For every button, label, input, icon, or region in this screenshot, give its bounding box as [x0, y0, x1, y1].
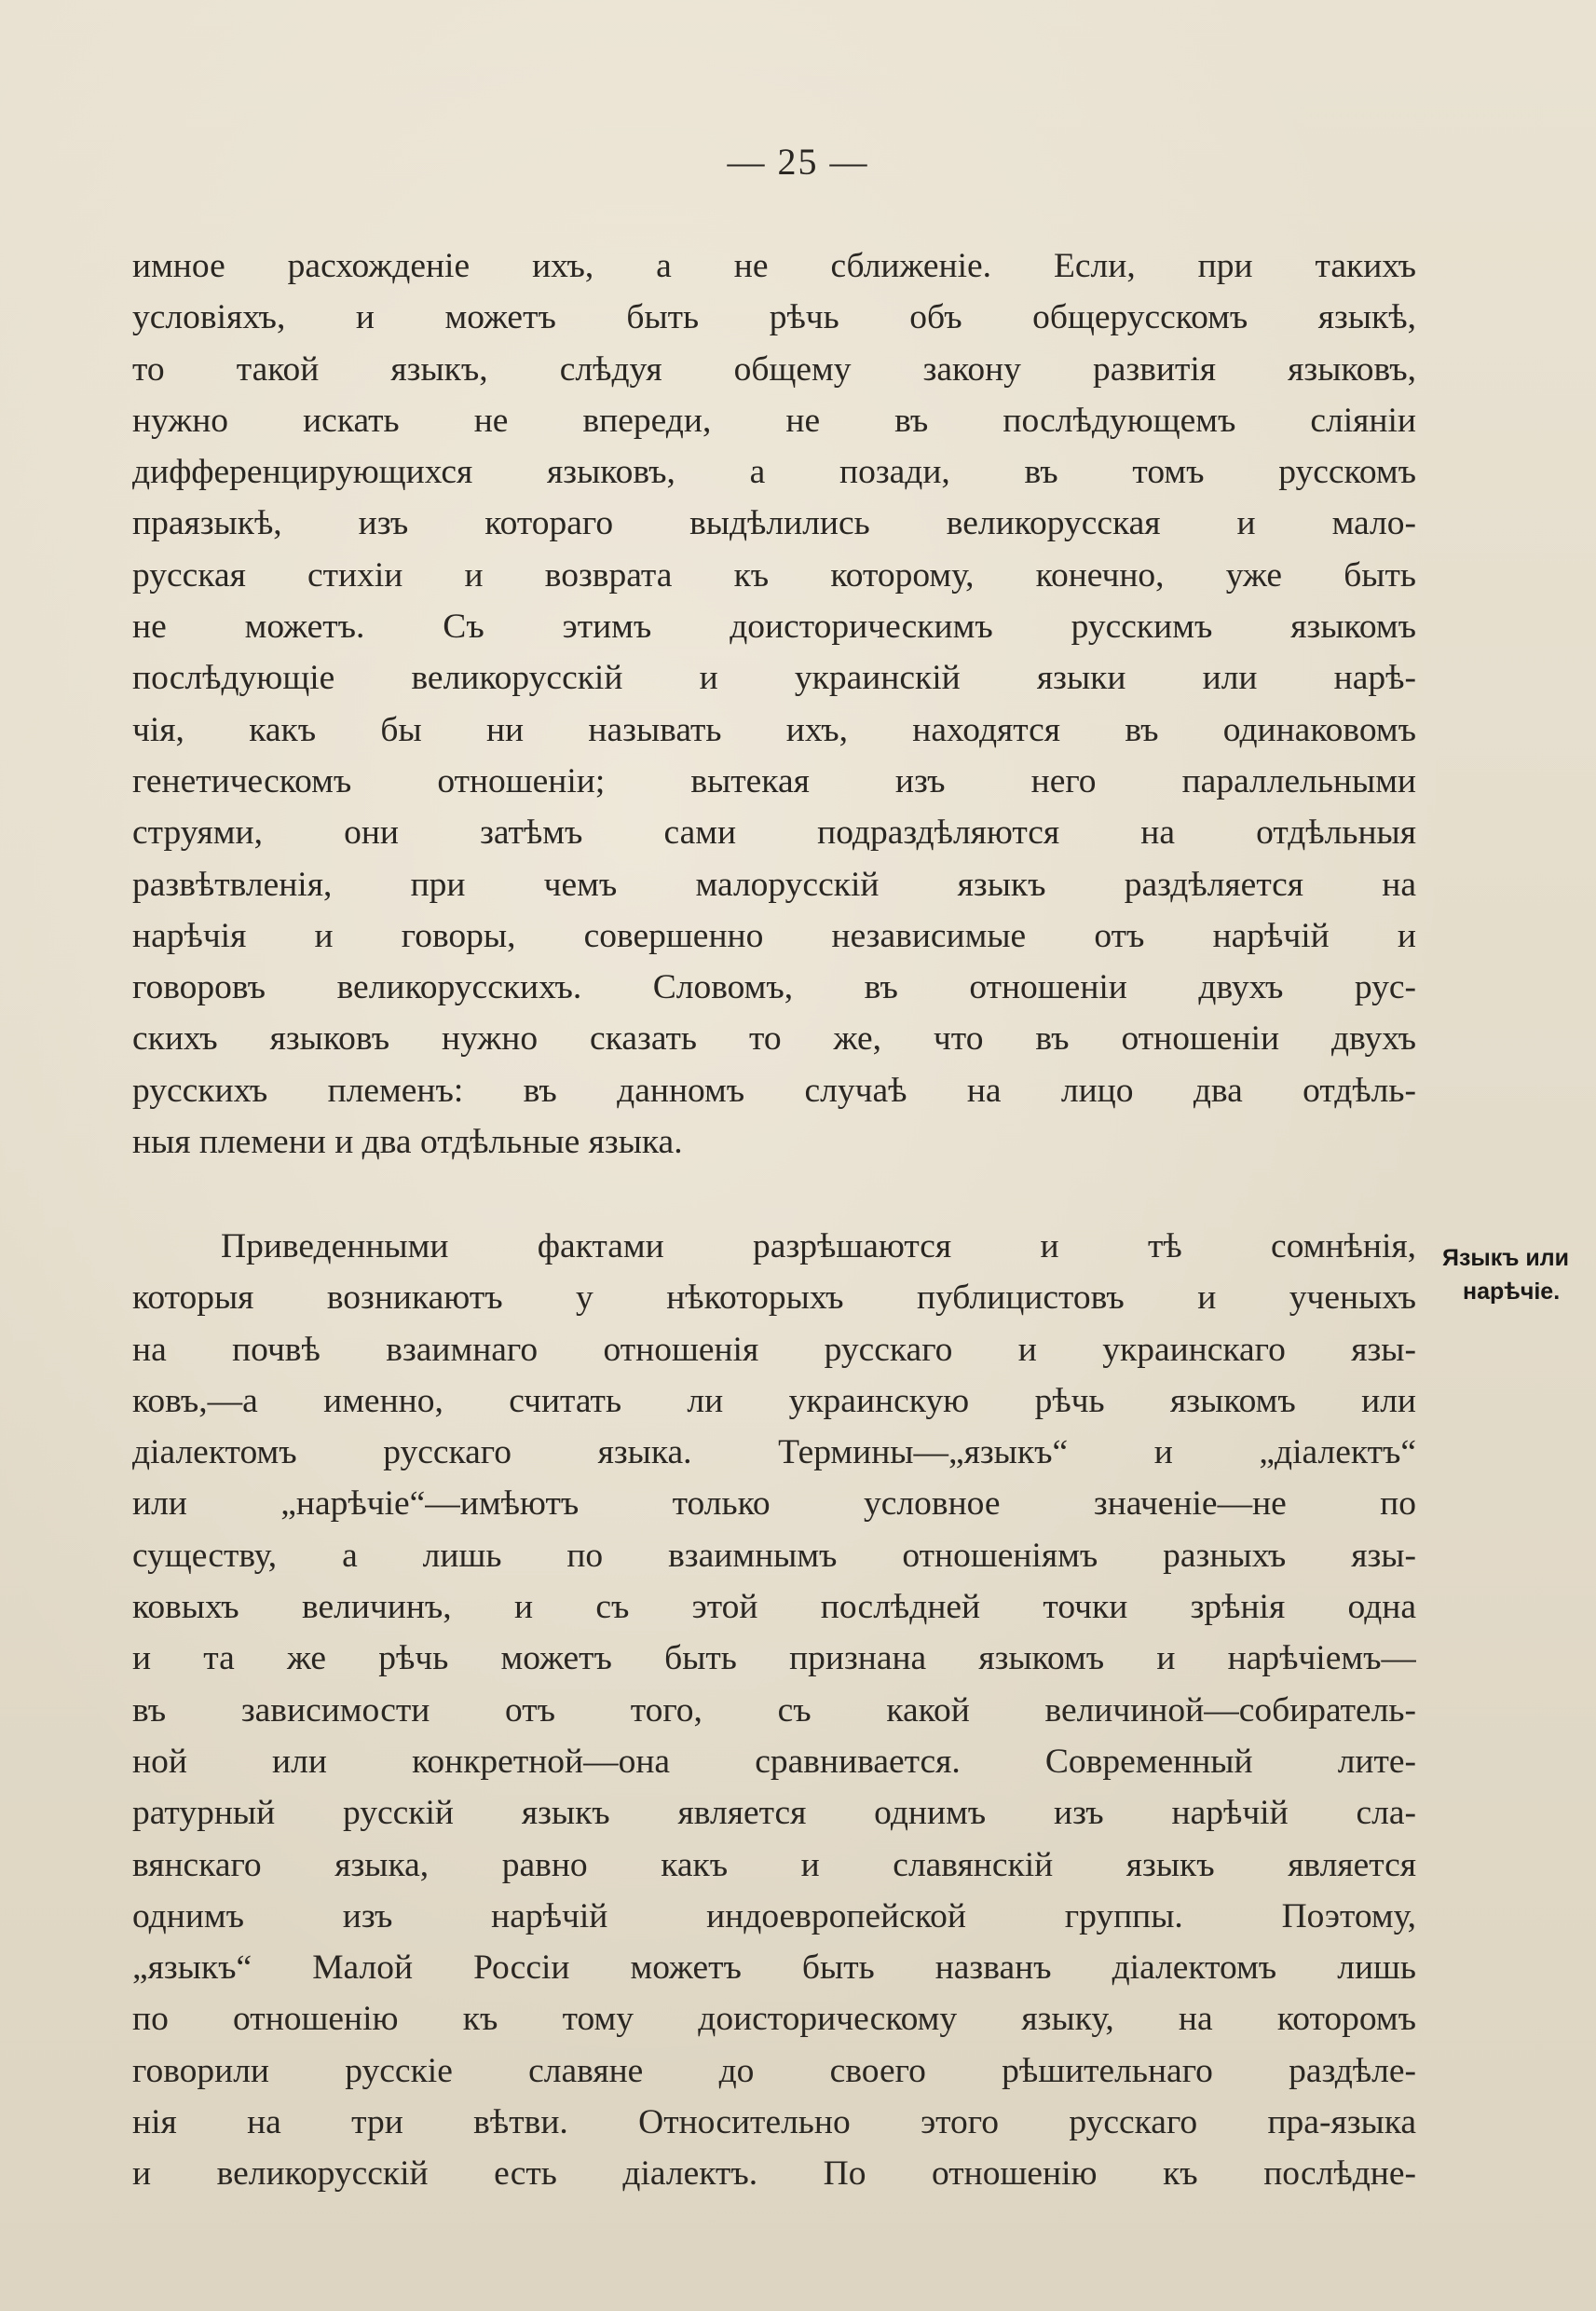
text-line: праязыкѣ, изъ котораго выдѣлились великорусская и мало- — [132, 504, 1416, 543]
text-line: которыя возникаютъ у нѣкоторыхъ публицистовъ и ученыхъ — [132, 1279, 1416, 1318]
text-line: существу, а лишь по взаимнымъ отношеніямъ разныхъ язы- — [132, 1536, 1416, 1575]
text-line: нарѣчія и говоры, совершенно независимые отъ нарѣчій и — [132, 916, 1416, 955]
text-line: или „нарѣчіе“—имѣютъ только условное значеніе—не по — [132, 1484, 1416, 1524]
text-line: послѣдующіе великорусскій и украинскій языки или нарѣ- — [132, 659, 1416, 698]
text-line: Приведенными фактами разрѣшаются и тѣ сомнѣнія, — [221, 1227, 1416, 1265]
text-line: однимъ изъ нарѣчій индоевропейской группы. Поэтому, — [132, 1896, 1416, 1935]
text-line: русская стихіи и возврата къ которому, конечно, уже быть — [132, 555, 1416, 595]
text-line: ратурный русскій языкъ является однимъ изъ нарѣчій сла- — [132, 1794, 1416, 1833]
text-line: чія, какъ бы ни называть ихъ, находятся въ одинаковомъ — [132, 710, 1416, 749]
text-line: говорили русскіе славяне до своего рѣшительнаго раздѣле- — [132, 2051, 1416, 2090]
text-line: нужно искать не впереди, не въ послѣдующемъ сліяніи — [132, 401, 1416, 440]
paragraph-1 — [132, 240, 1416, 1168]
paragraph-2 — [132, 1221, 1416, 2200]
text-line: вянскаго языка, равно какъ и славянскій языкъ является — [132, 1845, 1416, 1884]
text-line: то такой языкъ, слѣдуя общему закону развитія языковъ, — [132, 349, 1416, 389]
marginal-note — [1442, 1241, 1596, 1308]
text-line: говоровъ великорусскихъ. Словомъ, въ отношеніи двухъ рус- — [132, 968, 1416, 1007]
text-line: нія на три вѣтви. Относительно этого русскаго пра-языка — [132, 2103, 1416, 2142]
text-line: ной или конкретной—она сравнивается. Современный лите- — [132, 1742, 1416, 1781]
text-line: на почвѣ взаимнаго отношенія русскаго и украинскаго язы- — [132, 1330, 1416, 1369]
text-line: скихъ языковъ нужно сказать то же, что въ отношеніи двухъ — [132, 1019, 1416, 1059]
text-line: по отношенію къ тому доисторическому языку, на которомъ — [132, 2000, 1416, 2039]
marginal-note-line: Языкъ или — [1442, 1245, 1570, 1271]
text-line: ковъ,—а именно, считать ли украинскую рѣчь языкомъ или — [132, 1381, 1416, 1420]
text-line: діалектомъ русскаго языка. Термины—„языкъ“ и „діалектъ“ — [132, 1433, 1416, 1472]
text-line: „языкъ“ Малой Россіи можетъ быть названъ діалектомъ лишь — [132, 1949, 1416, 1988]
page-number: — 25 — — [727, 141, 869, 183]
text-line: генетическомъ отношеніи; вытекая изъ него параллельными — [132, 761, 1416, 800]
text-line: и великорусскій есть діалектъ. По отношенію къ послѣдне- — [132, 2154, 1416, 2194]
text-line: и та же рѣчь можетъ быть признана языкомъ и нарѣчіемъ— — [132, 1639, 1416, 1678]
text-line: ковыхъ величинъ, и съ этой послѣдней точки зрѣнія одна — [132, 1588, 1416, 1627]
text-line: развѣтвленія, при чемъ малорусскій языкъ раздѣляется на — [132, 865, 1416, 904]
marginal-note-line: нарѣчіе. — [1463, 1279, 1561, 1305]
text-line: не можетъ. Съ этимъ доисторическимъ русскимъ языкомъ — [132, 608, 1416, 647]
text-line: ныя племени и два отдѣльные языка. — [132, 1123, 683, 1162]
text-line: струями, они затѣмъ сами подраздѣляются на отдѣльныя — [132, 814, 1416, 853]
text-line: имное расхожденіе ихъ, а не сближеніе. Если, при такихъ — [132, 247, 1416, 285]
text-line: условіяхъ, и можетъ быть рѣчь объ общерусскомъ языкѣ, — [132, 298, 1416, 337]
text-line: въ зависимости отъ того, съ какой величиной—собиратель- — [132, 1690, 1416, 1730]
text-line: русскихъ племенъ: въ данномъ случаѣ на лицо два отдѣль- — [132, 1071, 1416, 1110]
text-line: дифференцирующихся языковъ, а позади, въ томъ русскомъ — [132, 453, 1416, 492]
